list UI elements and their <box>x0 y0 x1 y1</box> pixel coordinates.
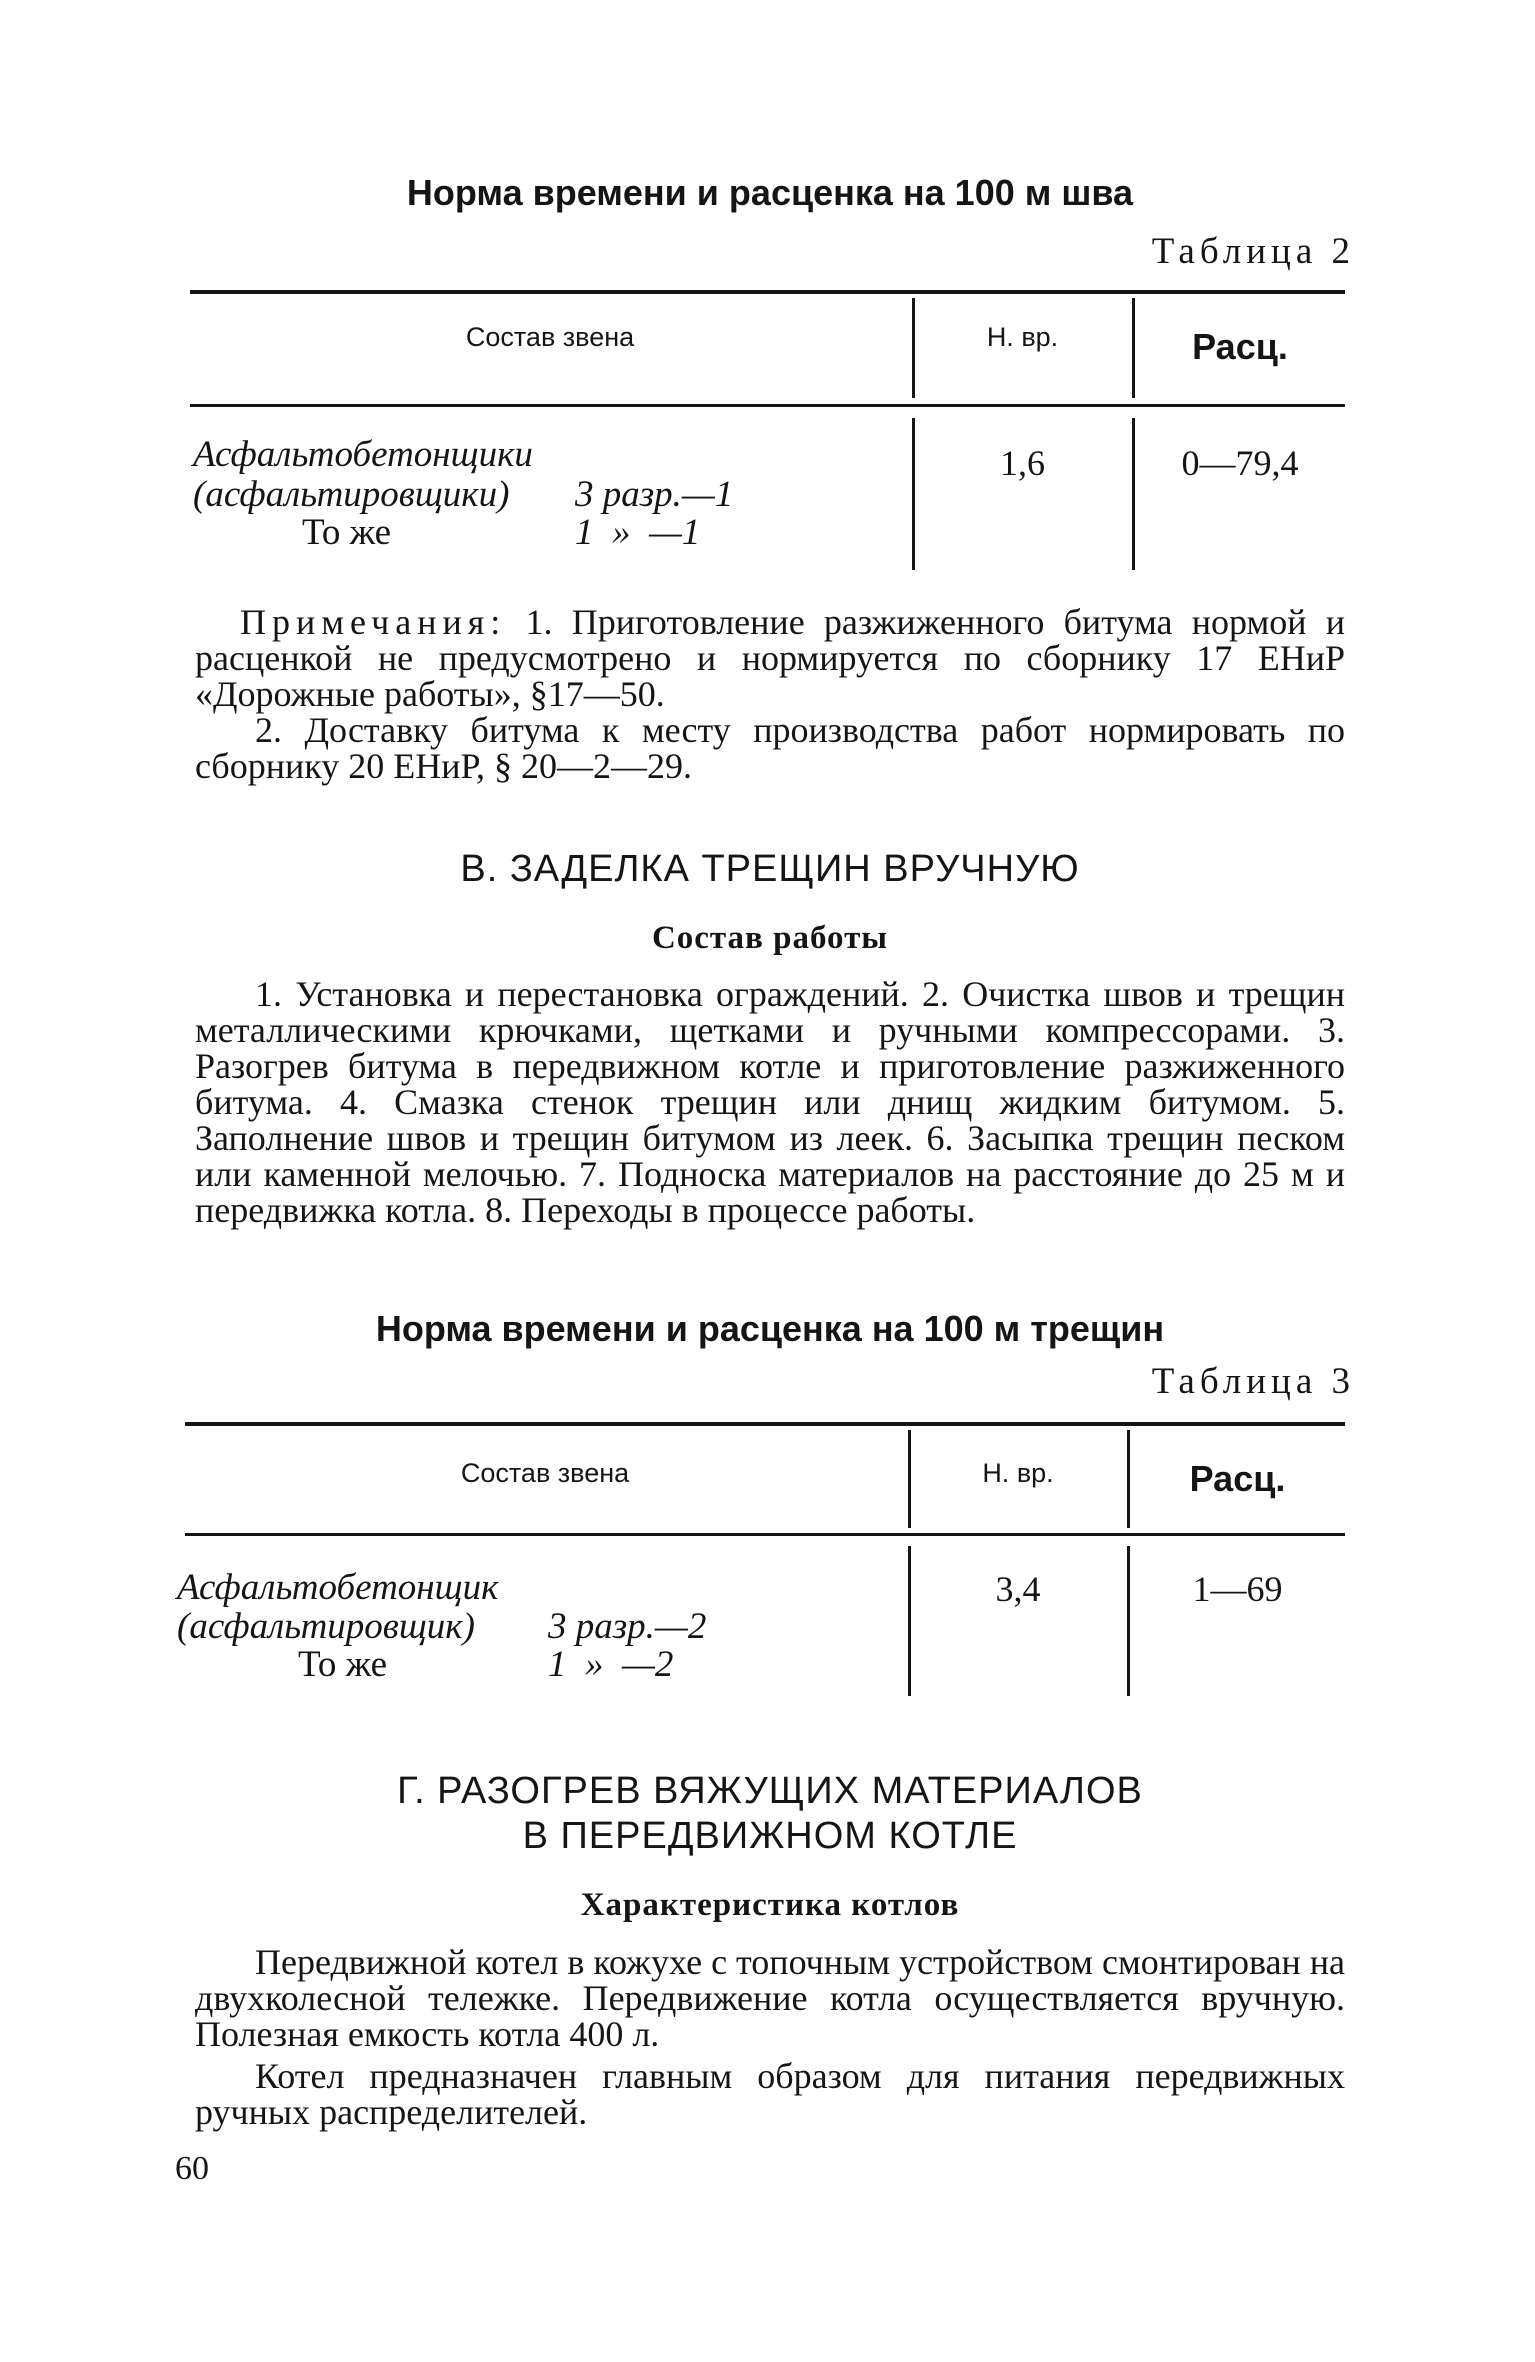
note-1-text: 1. Приготовление разжиженного битума нормой и расценкой не предусмотрено и нормируется по сборнику 17 ЕНиР «Дорожные работы», §17—50. <box>195 602 1345 714</box>
table2-row-worker-alt: (асфальтировщики) <box>193 474 510 515</box>
table2-col-divider-2b <box>1132 418 1135 570</box>
table3-col-price: Расц. <box>1189 1458 1286 1499</box>
table2-price-value: 0—79,4 <box>1181 443 1299 483</box>
section-g-para1: Передвижной котел в кожухе с топочным устройством смонтирован на двухколесной тележке. Передвижение котла осуществляется вручную. Полезная емкость котла 400 л. <box>195 1942 1345 2054</box>
table2-col-composition: Состав звена <box>465 322 635 352</box>
table3-row-worker-alt: (асфальтировщик) <box>177 1606 475 1647</box>
table2-row-worker: Асфальтобетонщики <box>193 434 533 475</box>
section-v-body: 1. Установка и перестановка ограждений. 2. Очистка швов и трещин металлическими крючками, щетками и ручными компрессорами. 3. Разогрев битума в передвижном котле и приготовление разжиженного битума. 4. Смазка стенок трещин или днищ жидким битумом. 5. Заполнение швов и трещин битумом из леек. 6. Засыпка трещин песком или каменной мелочью. 7. Подноска материалов на расстояние до 25 м и передвижка котла. 8. Переходы в процессе работы. <box>195 974 1345 1230</box>
table2-row-same: То же <box>302 512 392 553</box>
table3-row-same-grade: 1 » —2 <box>548 1644 674 1685</box>
table3-price-value: 1—69 <box>1192 1569 1283 1609</box>
table3-norm-value: 3,4 <box>995 1569 1041 1609</box>
table3-heading: Норма времени и расценка на 100 м трещин <box>375 1308 1165 1349</box>
section-g-title-line2: В ПЕРЕДВИЖНОМ КОТЛЕ <box>522 1815 1018 1857</box>
table3-top-rule <box>185 1422 1345 1426</box>
notes-label: Примечания: <box>240 602 507 642</box>
table2-col-price: Расц. <box>1192 326 1288 367</box>
section-g-title-line1: Г. РАЗОГРЕВ ВЯЖУЩИХ МАТЕРИАЛОВ <box>397 1770 1143 1812</box>
table2-col-divider-1b <box>912 418 915 570</box>
table2-header-rule <box>190 404 1345 407</box>
table3-row-worker: Асфальтобетонщик <box>177 1567 499 1608</box>
page-number: 60 <box>175 2150 209 2187</box>
table2-row-worker-grade: 3 разр.—1 <box>575 474 734 515</box>
table2-col-norm: Н. вр. <box>986 322 1059 352</box>
table3-label: Таблица 3 <box>1151 1361 1355 1402</box>
table2-row-same-grade: 1 » —1 <box>575 512 701 553</box>
table3-row-same: То же <box>298 1644 388 1685</box>
note-1 <box>195 604 1345 712</box>
table2-heading: Норма времени и расценка на 100 м шва <box>406 172 1134 213</box>
section-g-para2: Котел предназначен главным образом для питания передвижных ручных распределителей. <box>195 2056 1345 2132</box>
table2-norm-value: 1,6 <box>1000 443 1045 483</box>
table3-header-rule <box>185 1533 1345 1536</box>
table3-col-norm: Н. вр. <box>982 1458 1054 1488</box>
table3-col-composition: Состав звена <box>460 1458 630 1488</box>
section-g-subtitle: Характеристика котлов <box>580 1887 960 1923</box>
section-v-subtitle: Состав работы <box>651 920 889 956</box>
table3-row-worker-grade: 3 разр.—2 <box>548 1606 707 1647</box>
note-2: 2. Доставку битума к месту производства работ нормировать по сборнику 20 ЕНиР, § 20—2—29. <box>195 710 1345 786</box>
table2-label: Таблица 2 <box>1151 231 1355 272</box>
section-v-title: В. ЗАДЕЛКА ТРЕЩИН ВРУЧНУЮ <box>460 848 1080 890</box>
table2-top-rule <box>190 290 1345 294</box>
